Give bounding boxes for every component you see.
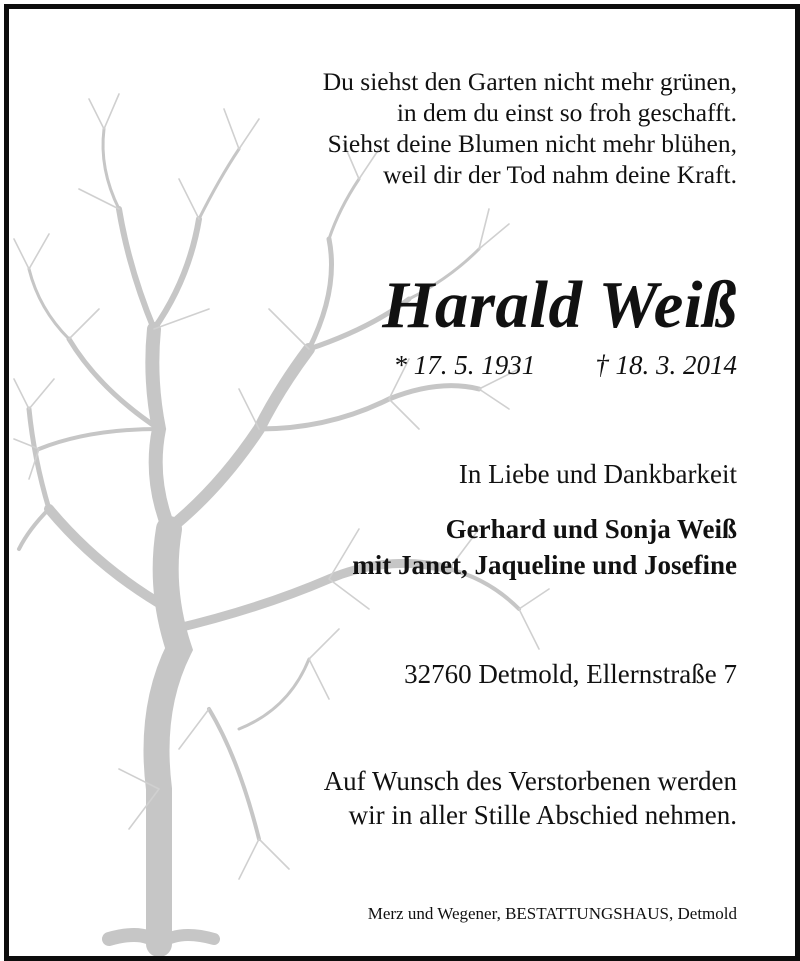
birth-date: * 17. 5. 1931	[393, 350, 536, 380]
poem	[323, 66, 737, 190]
notice-line: Auf Wunsch des Verstorbenen werden	[323, 766, 737, 796]
poem-line: weil dir der Tod nahm deine Kraft.	[383, 160, 737, 189]
obituary-frame	[4, 4, 800, 961]
funeral-home: Merz und Wegener, BESTATTUNGSHAUS, Detmold	[367, 904, 737, 923]
address: 32760 Detmold, Ellernstraße 7	[404, 659, 737, 689]
poem-line: Du siehst den Garten nicht mehr grünen,	[322, 67, 737, 96]
poem-line: in dem du einst so froh geschafft.	[396, 98, 737, 127]
death-date: † 18. 3. 2014	[595, 350, 737, 380]
deceased-name: Harald Weiß	[382, 268, 737, 342]
mourners-line: mit Janet, Jaqueline und Josefine	[352, 550, 737, 580]
poem-line: Siehst deine Blumen nicht mehr blühen,	[327, 129, 737, 158]
mourners-intro: In Liebe und Dankbarkeit	[458, 459, 737, 489]
life-dates	[394, 348, 738, 382]
farewell-notice	[324, 764, 737, 832]
mourners-line: Gerhard und Sonja Weiß	[445, 514, 737, 544]
notice-line: wir in aller Stille Abschied nehmen.	[348, 800, 737, 830]
mourners-names	[352, 511, 737, 583]
